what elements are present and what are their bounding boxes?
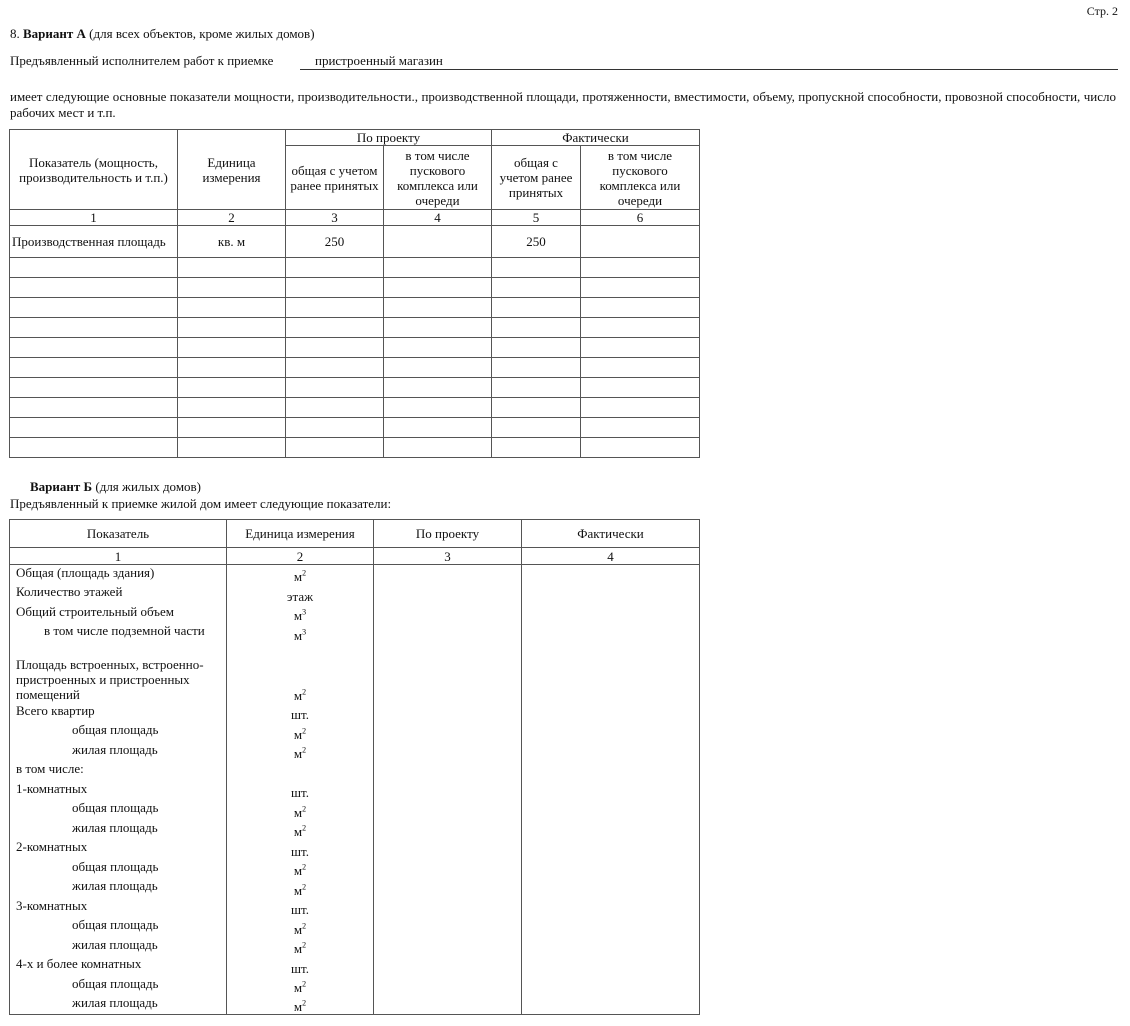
table-row bbox=[10, 278, 700, 298]
row-label: Общий строительный объем bbox=[10, 604, 227, 624]
row-indicator: Производственная площадь bbox=[10, 226, 178, 258]
row-label: жилая площадь bbox=[10, 995, 227, 1015]
row-actual bbox=[522, 722, 700, 742]
row-unit bbox=[227, 584, 374, 604]
row-project bbox=[374, 800, 522, 820]
row-unit bbox=[227, 995, 374, 1015]
row-label: 4-х и более комнатных bbox=[10, 956, 227, 976]
empty-cell bbox=[10, 378, 178, 398]
empty-cell bbox=[492, 338, 581, 358]
empty-cell bbox=[384, 318, 492, 338]
table-row bbox=[10, 781, 700, 801]
unit-text: м bbox=[293, 804, 303, 820]
header-indicator: Показатель bbox=[10, 520, 227, 548]
table-row bbox=[10, 378, 700, 398]
row-actual bbox=[522, 976, 700, 996]
col-number: 1 bbox=[10, 548, 227, 565]
unit-exponent: 2 bbox=[302, 804, 307, 814]
unit-text: м bbox=[293, 687, 303, 703]
row-project bbox=[374, 976, 522, 996]
empty-cell bbox=[492, 318, 581, 338]
row-project bbox=[374, 937, 522, 957]
row-actual bbox=[522, 800, 700, 820]
empty-cell bbox=[10, 338, 178, 358]
header-project-launch: в том числе пускового комплекса или очереди bbox=[384, 146, 492, 210]
table-row bbox=[10, 956, 700, 976]
row-unit bbox=[227, 976, 374, 996]
row-unit bbox=[227, 937, 374, 957]
table-row bbox=[10, 604, 700, 624]
empty-cell bbox=[492, 298, 581, 318]
section-a-description: имеет следующие основные показатели мощности, производительности., производственной площади, протяженности, вместимости, объему, пропускной способности, провозной способности, число рабочих мест и т.п. bbox=[10, 89, 1116, 120]
row-actual bbox=[522, 781, 700, 801]
section-b-intro: Предъявленный к приемке жилой дом имеет следующие показатели: bbox=[10, 496, 392, 511]
table-row bbox=[10, 878, 700, 898]
row-label: жилая площадь bbox=[10, 742, 227, 762]
unit-exponent: 2 bbox=[302, 568, 307, 578]
row-unit bbox=[227, 761, 374, 781]
row-project bbox=[374, 742, 522, 762]
row-label: 1-комнатных bbox=[10, 781, 227, 801]
row-actual bbox=[522, 761, 700, 781]
row-label: Общая (площадь здания) bbox=[10, 565, 227, 585]
empty-cell bbox=[492, 438, 581, 458]
header-actual: Фактически bbox=[492, 130, 700, 146]
empty-cell bbox=[581, 378, 700, 398]
row-project bbox=[374, 584, 522, 604]
table-row bbox=[10, 859, 700, 879]
row-project bbox=[374, 604, 522, 624]
object-name-field: пристроенный магазин bbox=[300, 53, 1118, 70]
row-actual bbox=[522, 703, 700, 723]
col-number: 4 bbox=[522, 548, 700, 565]
empty-cell bbox=[492, 258, 581, 278]
row-unit bbox=[227, 703, 374, 723]
table-row bbox=[10, 995, 700, 1015]
empty-cell bbox=[581, 338, 700, 358]
row-project bbox=[374, 898, 522, 918]
empty-cell bbox=[10, 278, 178, 298]
row-project bbox=[374, 917, 522, 937]
empty-cell bbox=[286, 258, 384, 278]
table-row bbox=[10, 643, 700, 703]
unit-text: м bbox=[293, 863, 303, 878]
header-unit: Единица измерения bbox=[227, 520, 374, 548]
row-actual bbox=[522, 859, 700, 879]
unit-text: шт. bbox=[291, 902, 309, 917]
header-indicator: Показатель (мощность, производительность и т.п.) bbox=[10, 130, 178, 210]
row-actual bbox=[522, 820, 700, 840]
unit-text: шт. bbox=[291, 960, 309, 976]
unit-text: м bbox=[293, 980, 303, 995]
col-number: 6 bbox=[581, 210, 700, 226]
row-label: жилая площадь bbox=[10, 820, 227, 840]
row-label: жилая площадь bbox=[10, 937, 227, 957]
row-actual bbox=[522, 995, 700, 1015]
table-row bbox=[10, 623, 700, 643]
header-actual: Фактически bbox=[522, 520, 700, 548]
empty-cell bbox=[286, 338, 384, 358]
unit-exponent: 2 bbox=[302, 745, 307, 755]
row-unit bbox=[227, 859, 374, 879]
col-number: 2 bbox=[227, 548, 374, 565]
table-row bbox=[10, 398, 700, 418]
row-unit bbox=[227, 800, 374, 820]
unit-exponent: 2 bbox=[302, 921, 307, 931]
unit-text: м bbox=[293, 882, 303, 898]
empty-cell bbox=[178, 258, 286, 278]
unit-text: этаж bbox=[286, 588, 314, 604]
table-row bbox=[10, 742, 700, 762]
empty-cell bbox=[384, 278, 492, 298]
row-label: общая площадь bbox=[10, 917, 227, 937]
row-label: Площадь встроенных, встроенно-пристроенных и пристроенных помещений bbox=[10, 643, 227, 703]
row-project bbox=[374, 703, 522, 723]
table-row bbox=[10, 338, 700, 358]
table-row bbox=[10, 298, 700, 318]
empty-cell bbox=[384, 298, 492, 318]
row-project bbox=[374, 781, 522, 801]
empty-cell bbox=[384, 398, 492, 418]
table-row bbox=[10, 820, 700, 840]
empty-cell bbox=[10, 318, 178, 338]
empty-cell bbox=[10, 258, 178, 278]
unit-exponent: 2 bbox=[302, 979, 307, 989]
table-row bbox=[10, 438, 700, 458]
empty-cell bbox=[178, 338, 286, 358]
row-actual bbox=[522, 898, 700, 918]
unit-exponent: 2 bbox=[302, 687, 307, 697]
row-unit bbox=[227, 820, 374, 840]
empty-cell bbox=[384, 438, 492, 458]
row-label: Количество этажей bbox=[10, 584, 227, 604]
empty-cell bbox=[492, 358, 581, 378]
row-unit bbox=[227, 565, 374, 585]
unit-text: шт. bbox=[291, 843, 309, 859]
empty-cell bbox=[492, 418, 581, 438]
row-unit bbox=[227, 742, 374, 762]
row-label: Всего квартир bbox=[10, 703, 227, 723]
presented-label: Предъявленный исполнителем работ к приемке bbox=[10, 53, 274, 68]
page-number: Стр. 2 bbox=[1086, 4, 1118, 18]
row-unit bbox=[227, 781, 374, 801]
unit-text: м bbox=[293, 746, 303, 761]
row-label: жилая площадь bbox=[10, 878, 227, 898]
row-unit bbox=[227, 917, 374, 937]
col-number: 3 bbox=[374, 548, 522, 565]
table-row bbox=[10, 703, 700, 723]
row-actual bbox=[522, 839, 700, 859]
table-row bbox=[10, 976, 700, 996]
empty-cell bbox=[384, 418, 492, 438]
col-number: 3 bbox=[286, 210, 384, 226]
header-project-total: общая с учетом ранее принятых bbox=[286, 146, 384, 210]
empty-cell bbox=[10, 298, 178, 318]
unit-exponent: 2 bbox=[302, 862, 307, 872]
row-label: 3-комнатных bbox=[10, 898, 227, 918]
row-unit bbox=[227, 898, 374, 918]
empty-cell bbox=[10, 358, 178, 378]
table-row bbox=[10, 937, 700, 957]
row-project bbox=[374, 722, 522, 742]
empty-cell bbox=[286, 378, 384, 398]
col-number: 2 bbox=[178, 210, 286, 226]
unit-text: шт. bbox=[291, 785, 309, 800]
row-actual bbox=[522, 956, 700, 976]
section-a-title: Вариант А bbox=[23, 26, 86, 41]
row-unit bbox=[227, 604, 374, 624]
table-row bbox=[10, 226, 700, 258]
empty-cell bbox=[286, 438, 384, 458]
empty-cell bbox=[178, 318, 286, 338]
table-row bbox=[10, 917, 700, 937]
unit-exponent: 2 bbox=[302, 823, 307, 833]
table-row bbox=[10, 722, 700, 742]
unit-text: м bbox=[293, 941, 303, 956]
header-unit: Единица измерения bbox=[178, 130, 286, 210]
header-actual-total: общая с учетом ранее принятых bbox=[492, 146, 581, 210]
header-actual-launch: в том числе пускового комплекса или очереди bbox=[581, 146, 700, 210]
row-label: 2-комнатных bbox=[10, 839, 227, 859]
unit-text: м bbox=[293, 608, 303, 623]
col-number: 1 bbox=[10, 210, 178, 226]
row-actual bbox=[522, 623, 700, 643]
table-row bbox=[10, 565, 700, 585]
row-unit bbox=[227, 878, 374, 898]
unit-exponent: 3 bbox=[302, 627, 307, 637]
row-actual bbox=[522, 604, 700, 624]
row-project bbox=[374, 859, 522, 879]
empty-cell bbox=[384, 338, 492, 358]
row-label: общая площадь bbox=[10, 859, 227, 879]
empty-cell bbox=[384, 378, 492, 398]
row-project bbox=[374, 623, 522, 643]
unit-text: м bbox=[293, 824, 303, 839]
unit-text: м bbox=[293, 999, 303, 1014]
variant-b-table bbox=[9, 519, 700, 1015]
table-row bbox=[10, 898, 700, 918]
unit-exponent: 2 bbox=[302, 882, 307, 892]
empty-cell bbox=[581, 258, 700, 278]
empty-cell bbox=[10, 418, 178, 438]
row-project bbox=[374, 820, 522, 840]
empty-cell bbox=[178, 438, 286, 458]
empty-cell bbox=[178, 398, 286, 418]
row-label: общая площадь bbox=[10, 722, 227, 742]
row-project bbox=[374, 878, 522, 898]
table-row bbox=[10, 418, 700, 438]
empty-cell bbox=[581, 418, 700, 438]
row-actual bbox=[522, 584, 700, 604]
unit-exponent: 2 bbox=[302, 726, 307, 736]
row-unit: кв. м bbox=[178, 226, 286, 258]
row-actual bbox=[522, 565, 700, 585]
section-a-heading bbox=[10, 26, 315, 42]
empty-cell bbox=[286, 278, 384, 298]
section-b-title: Вариант Б bbox=[30, 479, 93, 494]
table-row bbox=[10, 584, 700, 604]
row-unit bbox=[227, 643, 374, 703]
table-row bbox=[10, 839, 700, 859]
row-project bbox=[374, 643, 522, 703]
row-actual bbox=[522, 643, 700, 703]
row-label: в том числе: bbox=[10, 761, 227, 781]
row-label: в том числе подземной части bbox=[10, 623, 227, 643]
empty-cell bbox=[286, 318, 384, 338]
empty-cell bbox=[581, 318, 700, 338]
row-label: общая площадь bbox=[10, 800, 227, 820]
col-number: 5 bbox=[492, 210, 581, 226]
empty-cell bbox=[581, 358, 700, 378]
row-unit bbox=[227, 956, 374, 976]
table-row bbox=[10, 800, 700, 820]
empty-cell bbox=[286, 358, 384, 378]
row-actual bbox=[522, 937, 700, 957]
unit-exponent: 2 bbox=[302, 998, 307, 1008]
empty-cell bbox=[581, 298, 700, 318]
row-actual bbox=[522, 917, 700, 937]
row-project bbox=[374, 995, 522, 1015]
empty-cell bbox=[286, 418, 384, 438]
table-row bbox=[10, 761, 700, 781]
row-actual-total: 250 bbox=[492, 226, 581, 258]
empty-cell bbox=[492, 398, 581, 418]
empty-cell bbox=[384, 358, 492, 378]
row-project bbox=[374, 565, 522, 585]
row-actual bbox=[522, 878, 700, 898]
table-row bbox=[10, 318, 700, 338]
unit-text: м bbox=[293, 726, 303, 742]
empty-cell bbox=[581, 398, 700, 418]
empty-cell bbox=[178, 358, 286, 378]
empty-cell bbox=[492, 278, 581, 298]
empty-cell bbox=[178, 298, 286, 318]
header-project: По проекту bbox=[286, 130, 492, 146]
empty-cell bbox=[581, 278, 700, 298]
empty-cell bbox=[10, 438, 178, 458]
row-unit bbox=[227, 623, 374, 643]
empty-cell bbox=[286, 298, 384, 318]
table-row bbox=[10, 258, 700, 278]
section-number: 8. bbox=[10, 26, 20, 41]
unit-text: шт. bbox=[291, 707, 309, 722]
unit-text: м bbox=[293, 627, 303, 643]
row-unit bbox=[227, 722, 374, 742]
row-project bbox=[374, 956, 522, 976]
section-b-subtitle: (для жилых домов) bbox=[95, 479, 202, 494]
empty-cell bbox=[178, 418, 286, 438]
row-unit bbox=[227, 839, 374, 859]
row-project bbox=[374, 839, 522, 859]
row-project bbox=[374, 761, 522, 781]
empty-cell bbox=[581, 438, 700, 458]
header-project: По проекту bbox=[374, 520, 522, 548]
empty-cell bbox=[384, 258, 492, 278]
section-a-subtitle: (для всех объектов, кроме жилых домов) bbox=[89, 26, 315, 41]
col-number: 4 bbox=[384, 210, 492, 226]
row-actual bbox=[522, 742, 700, 762]
section-b-heading bbox=[30, 479, 201, 495]
empty-cell bbox=[10, 398, 178, 418]
unit-exponent: 2 bbox=[302, 940, 307, 950]
row-label: общая площадь bbox=[10, 976, 227, 996]
row-project-total: 250 bbox=[286, 226, 384, 258]
row-project-launch bbox=[384, 226, 492, 258]
empty-cell bbox=[178, 278, 286, 298]
table-row bbox=[10, 358, 700, 378]
variant-a-table bbox=[9, 129, 700, 458]
unit-exponent: 3 bbox=[302, 607, 307, 617]
unit-text: м bbox=[293, 569, 303, 584]
row-actual-launch bbox=[581, 226, 700, 258]
empty-cell bbox=[178, 378, 286, 398]
empty-cell bbox=[492, 378, 581, 398]
empty-cell bbox=[286, 398, 384, 418]
unit-text: м bbox=[293, 921, 303, 937]
